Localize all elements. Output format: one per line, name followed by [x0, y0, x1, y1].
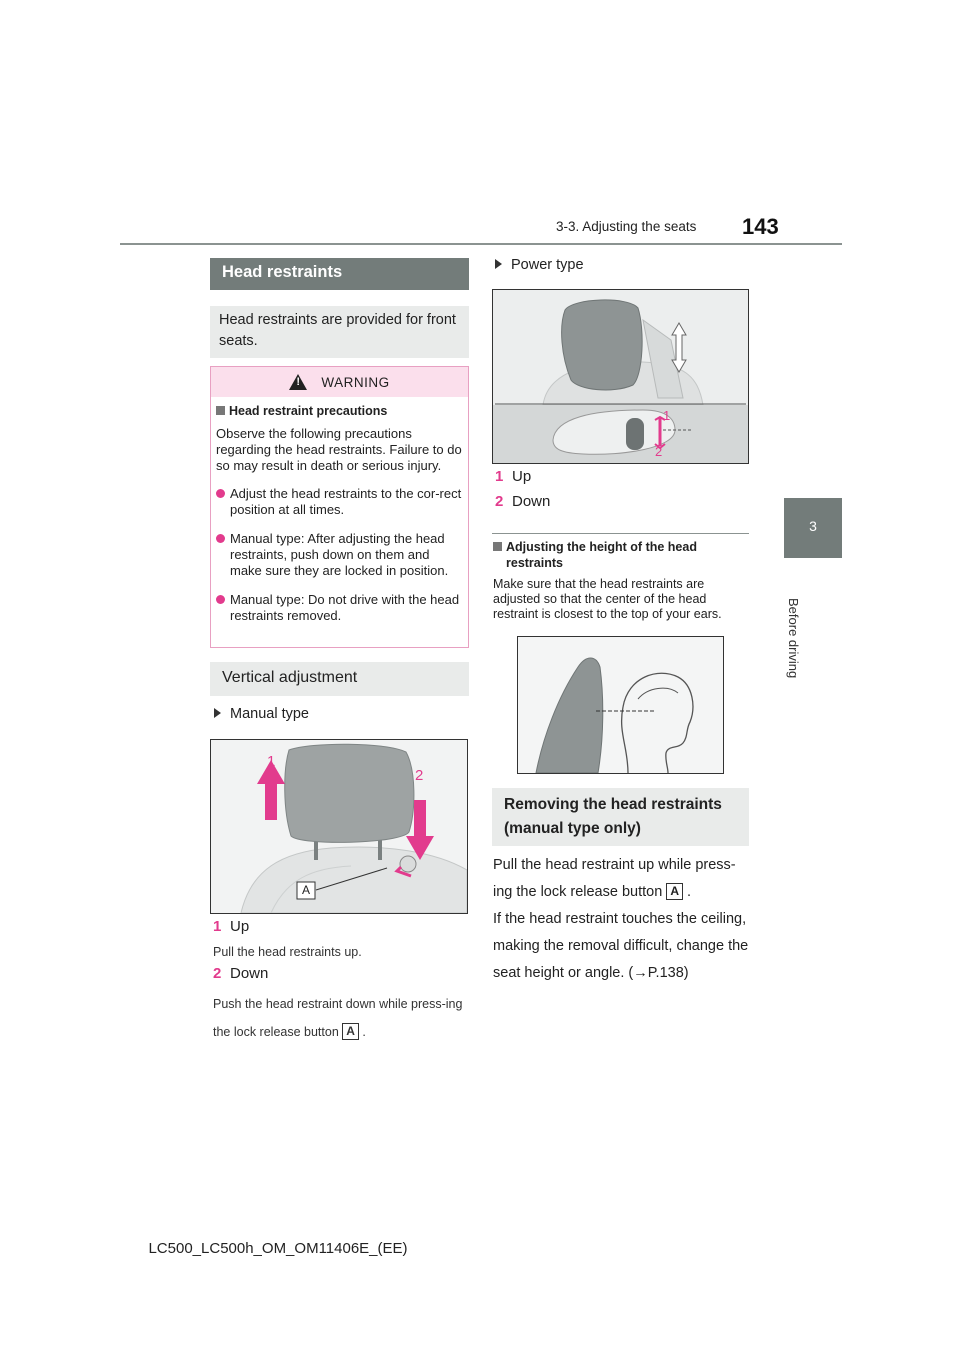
- lock-release-button-ref: A: [666, 883, 683, 900]
- page-number: 143: [742, 214, 779, 239]
- ceiling-note: If the head restraint touches the ceiling, making the removal difficult, change the seat height or angle. (→P.138): [493, 911, 749, 981]
- vertical-adjustment-heading: Vertical adjustment: [210, 662, 469, 696]
- lock-release-button-ref: A: [342, 1023, 359, 1040]
- figure-label-2: 2: [655, 444, 663, 459]
- section-title: 3-3. Adjusting the seats: [556, 219, 697, 234]
- square-bullet-icon: [216, 406, 225, 415]
- step-number: 1: [495, 468, 504, 485]
- divider: [492, 533, 749, 534]
- header-divider: [120, 243, 842, 245]
- chapter-label: Before driving: [786, 598, 801, 679]
- step-number: 2: [213, 965, 222, 982]
- head-position-svg: [518, 637, 723, 773]
- step-down-description: Push the head restraint down while press-ing the lock release button A .: [213, 997, 463, 1039]
- figure-label-1: 1: [663, 408, 671, 423]
- adjust-height-heading: Adjusting the height of the head restraints: [493, 539, 746, 571]
- triangle-bullet-icon: [495, 259, 502, 269]
- manual-type-illustration: [210, 739, 468, 914]
- intro-text: Head restraints are provided for front seats.: [210, 306, 469, 358]
- step-down: 2 Down: [213, 965, 269, 982]
- bullet-icon: [216, 595, 225, 604]
- warning-body: Observe the following precautions regarding the head restraints. Failure to do so may result in death or serious injury.: [216, 426, 462, 473]
- power-type-illustration: [492, 289, 749, 464]
- manual-type-label: Manual type: [214, 701, 309, 728]
- removing-heading: Removing the head restraints (manual type only): [492, 788, 749, 846]
- warning-bullet: Manual type: After adjusting the head restraints, push down on them and make sure they are locked in position.: [216, 531, 462, 579]
- figure-label-1: 1: [267, 753, 276, 770]
- chapter-number: 3: [809, 518, 817, 534]
- step-number: 1: [213, 918, 222, 935]
- warning-box: [210, 366, 469, 648]
- square-bullet-icon: [493, 542, 502, 551]
- step-number: 2: [495, 493, 504, 510]
- figure-label-a: A: [302, 883, 311, 897]
- step-up: 1 Up: [213, 918, 250, 935]
- adjust-height-body: Make sure that the head restraints are adjusted so that the center of the head restraint is closest to the top of your ears.: [493, 577, 722, 621]
- warning-title-bar: [211, 367, 468, 397]
- document-code: LC500_LC500h_OM_OM11406E_(EE): [148, 1240, 408, 1257]
- bullet-icon: [216, 534, 225, 543]
- figure-label-2: 2: [415, 767, 424, 784]
- head-position-illustration: [517, 636, 724, 774]
- power-type-label: Power type: [495, 252, 584, 279]
- bullet-icon: [216, 489, 225, 498]
- headrest-manual-svg: [211, 740, 467, 913]
- remove-body: Pull the head restraint up while press-ing the lock release button A .: [493, 857, 736, 900]
- headrest-power-svg: [493, 290, 748, 463]
- warning-subheading: Head restraint precautions: [216, 403, 462, 419]
- warning-bullet: Manual type: Do not drive with the head restraints removed.: [216, 592, 462, 624]
- step-up-description: Pull the head restraints up.: [213, 945, 362, 959]
- warning-bullet: Adjust the head restraints to the cor-rect position at all times.: [216, 486, 462, 518]
- power-step-down: 2 Down: [495, 493, 551, 510]
- power-step-up: 1 Up: [495, 468, 532, 485]
- triangle-bullet-icon: [214, 708, 221, 718]
- warning-title: WARNING: [321, 374, 390, 390]
- warning-icon: [289, 374, 307, 390]
- head-restraints-heading: Head restraints: [210, 258, 469, 290]
